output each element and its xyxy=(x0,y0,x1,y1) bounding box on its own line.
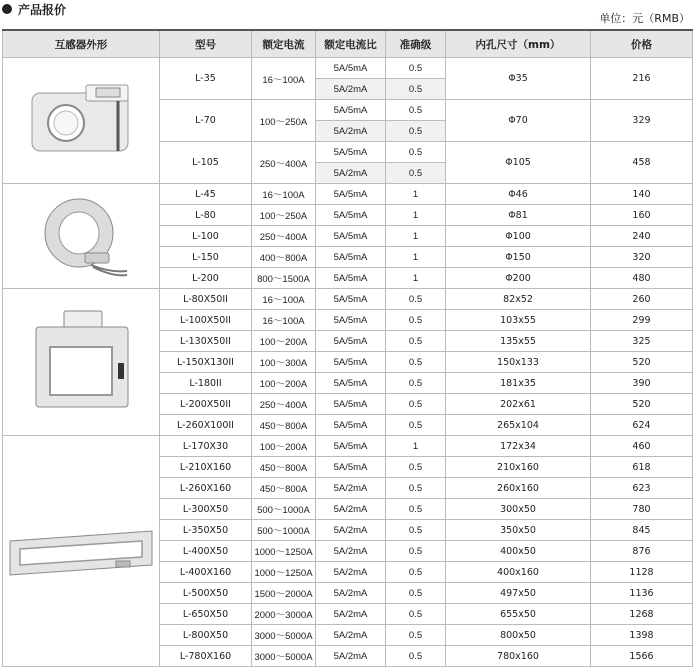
model-cell: L-150 xyxy=(160,247,252,268)
model-cell: L-100X50II xyxy=(160,310,252,331)
current-ratio-cell: 5A/5mA xyxy=(316,331,386,352)
hole-size-cell: 103x55 xyxy=(446,310,591,331)
rated-current-cell: 250～400A xyxy=(252,226,316,247)
hole-size-cell: Φ100 xyxy=(446,226,591,247)
rated-current-cell: 450～800A xyxy=(252,457,316,478)
price-table xyxy=(2,29,693,667)
price-cell: 260 xyxy=(591,289,693,310)
header-hole-size: 内孔尺寸（mm） xyxy=(446,30,591,58)
current-ratio-cell: 5A/2mA xyxy=(316,478,386,499)
current-ratio-cell: 5A/2mA xyxy=(316,520,386,541)
rated-current-cell: 100～250A xyxy=(252,100,316,142)
current-ratio-cell: 5A/2mA xyxy=(316,562,386,583)
hole-size-cell: 780x160 xyxy=(446,646,591,667)
accuracy-cell: 0.5 xyxy=(386,541,446,562)
rated-current-cell: 16～100A xyxy=(252,58,316,100)
price-cell: 240 xyxy=(591,226,693,247)
accuracy-cell: 0.5 xyxy=(386,121,446,142)
rated-current-cell: 100～200A xyxy=(252,436,316,457)
price-cell: 876 xyxy=(591,541,693,562)
price-cell: 480 xyxy=(591,268,693,289)
current-ratio-cell: 5A/5mA xyxy=(316,415,386,436)
hole-size-cell: 82x52 xyxy=(446,289,591,310)
shape-image-cell xyxy=(3,184,160,289)
price-cell: 520 xyxy=(591,352,693,373)
hole-size-cell: 400x50 xyxy=(446,541,591,562)
header-rated-current: 额定电流 xyxy=(252,30,316,58)
rated-current-cell: 1000～1250A xyxy=(252,541,316,562)
current-ratio-cell: 5A/2mA xyxy=(316,583,386,604)
model-cell: L-130X50II xyxy=(160,331,252,352)
model-cell: L-200X50II xyxy=(160,394,252,415)
current-ratio-cell: 5A/2mA xyxy=(316,121,386,142)
current-ratio-cell: 5A/5mA xyxy=(316,436,386,457)
model-cell: L-260X160 xyxy=(160,478,252,499)
price-cell: 618 xyxy=(591,457,693,478)
hole-size-cell: Φ81 xyxy=(446,205,591,226)
accuracy-cell: 0.5 xyxy=(386,58,446,79)
rated-current-cell: 2000～3000A xyxy=(252,604,316,625)
hole-size-cell: 400x160 xyxy=(446,562,591,583)
rated-current-cell: 500～1000A xyxy=(252,499,316,520)
price-cell: 845 xyxy=(591,520,693,541)
rated-current-cell: 1500～2000A xyxy=(252,583,316,604)
hole-size-cell: 202x61 xyxy=(446,394,591,415)
currency-unit-label: 单位：元（RMB） xyxy=(599,12,690,25)
price-cell: 216 xyxy=(591,58,693,100)
price-cell: 320 xyxy=(591,247,693,268)
current-ratio-cell: 5A/2mA xyxy=(316,604,386,625)
table-row xyxy=(3,184,693,205)
accuracy-cell: 1 xyxy=(386,205,446,226)
accuracy-cell: 0.5 xyxy=(386,583,446,604)
rated-current-cell: 1000～1250A xyxy=(252,562,316,583)
table-header xyxy=(3,30,693,58)
accuracy-cell: 0.5 xyxy=(386,373,446,394)
rated-current-cell: 400～800A xyxy=(252,247,316,268)
long-bar-ct-icon xyxy=(3,521,159,581)
hole-size-cell: Φ105 xyxy=(446,142,591,184)
accuracy-cell: 0.5 xyxy=(386,520,446,541)
accuracy-cell: 1 xyxy=(386,184,446,205)
hole-size-cell: 210x160 xyxy=(446,457,591,478)
current-ratio-cell: 5A/5mA xyxy=(316,310,386,331)
current-ratio-cell: 5A/5mA xyxy=(316,205,386,226)
price-cell: 1128 xyxy=(591,562,693,583)
hole-size-cell: 350x50 xyxy=(446,520,591,541)
model-cell: L-80 xyxy=(160,205,252,226)
shape-image-cell xyxy=(3,58,160,184)
section-title: 产品报价 xyxy=(18,2,67,17)
hole-size-cell: 172x34 xyxy=(446,436,591,457)
header-price: 价格 xyxy=(591,30,693,58)
hole-size-cell: 497x50 xyxy=(446,583,591,604)
model-cell: L-260X100II xyxy=(160,415,252,436)
header-model: 型号 xyxy=(160,30,252,58)
current-ratio-cell: 5A/5mA xyxy=(316,373,386,394)
model-cell: L-780X160 xyxy=(160,646,252,667)
model-cell: L-650X50 xyxy=(160,604,252,625)
accuracy-cell: 1 xyxy=(386,247,446,268)
price-cell: 460 xyxy=(591,436,693,457)
header-accuracy: 准确级 xyxy=(386,30,446,58)
section-heading xyxy=(2,0,66,18)
rated-current-cell: 16～100A xyxy=(252,184,316,205)
current-ratio-cell: 5A/2mA xyxy=(316,646,386,667)
accuracy-cell: 0.5 xyxy=(386,100,446,121)
rated-current-cell: 100～200A xyxy=(252,373,316,394)
hole-size-cell: 260x160 xyxy=(446,478,591,499)
accuracy-cell: 1 xyxy=(386,436,446,457)
shape-image-cell xyxy=(3,289,160,436)
current-ratio-cell: 5A/5mA xyxy=(316,58,386,79)
price-cell: 1398 xyxy=(591,625,693,646)
current-ratio-cell: 5A/2mA xyxy=(316,541,386,562)
rated-current-cell: 450～800A xyxy=(252,415,316,436)
price-cell: 1268 xyxy=(591,604,693,625)
price-cell: 160 xyxy=(591,205,693,226)
current-ratio-cell: 5A/2mA xyxy=(316,79,386,100)
current-ratio-cell: 5A/2mA xyxy=(316,625,386,646)
accuracy-cell: 0.5 xyxy=(386,79,446,100)
rated-current-cell: 250～400A xyxy=(252,394,316,415)
hole-size-cell: 150x133 xyxy=(446,352,591,373)
price-cell: 458 xyxy=(591,142,693,184)
accuracy-cell: 0.5 xyxy=(386,142,446,163)
price-cell: 623 xyxy=(591,478,693,499)
model-cell: L-400X160 xyxy=(160,562,252,583)
table-row xyxy=(3,289,693,310)
model-cell: L-800X50 xyxy=(160,625,252,646)
hole-size-cell: 655x50 xyxy=(446,604,591,625)
square-ct-icon xyxy=(3,81,159,161)
accuracy-cell: 0.5 xyxy=(386,457,446,478)
model-cell: L-210X160 xyxy=(160,457,252,478)
model-cell: L-180II xyxy=(160,373,252,394)
hole-size-cell: 181x35 xyxy=(446,373,591,394)
price-cell: 1566 xyxy=(591,646,693,667)
current-ratio-cell: 5A/5mA xyxy=(316,394,386,415)
accuracy-cell: 1 xyxy=(386,226,446,247)
model-cell: L-300X50 xyxy=(160,499,252,520)
model-cell: L-35 xyxy=(160,58,252,100)
table-body xyxy=(3,58,693,667)
model-cell: L-150X130II xyxy=(160,352,252,373)
hole-size-cell: Φ70 xyxy=(446,100,591,142)
hole-size-cell: Φ35 xyxy=(446,58,591,100)
current-ratio-cell: 5A/5mA xyxy=(316,268,386,289)
accuracy-cell: 0.5 xyxy=(386,499,446,520)
model-cell: L-350X50 xyxy=(160,520,252,541)
current-ratio-cell: 5A/5mA xyxy=(316,457,386,478)
table-row xyxy=(3,436,693,457)
accuracy-cell: 0.5 xyxy=(386,415,446,436)
accuracy-cell: 0.5 xyxy=(386,331,446,352)
rated-current-cell: 16～100A xyxy=(252,310,316,331)
price-cell: 329 xyxy=(591,100,693,142)
hole-size-cell: Φ46 xyxy=(446,184,591,205)
accuracy-cell: 0.5 xyxy=(386,604,446,625)
rated-current-cell: 100～200A xyxy=(252,331,316,352)
current-ratio-cell: 5A/5mA xyxy=(316,247,386,268)
model-cell: L-400X50 xyxy=(160,541,252,562)
model-cell: L-45 xyxy=(160,184,252,205)
model-cell: L-170X30 xyxy=(160,436,252,457)
rated-current-cell: 3000～5000A xyxy=(252,625,316,646)
model-cell: L-105 xyxy=(160,142,252,184)
table-row xyxy=(3,58,693,79)
current-ratio-cell: 5A/5mA xyxy=(316,142,386,163)
price-cell: 780 xyxy=(591,499,693,520)
price-cell: 1136 xyxy=(591,583,693,604)
model-cell: L-100 xyxy=(160,226,252,247)
accuracy-cell: 0.5 xyxy=(386,478,446,499)
accuracy-cell: 0.5 xyxy=(386,352,446,373)
current-ratio-cell: 5A/5mA xyxy=(316,226,386,247)
price-cell: 325 xyxy=(591,331,693,352)
current-ratio-cell: 5A/5mA xyxy=(316,289,386,310)
hole-size-cell: Φ200 xyxy=(446,268,591,289)
current-ratio-cell: 5A/5mA xyxy=(316,184,386,205)
accuracy-cell: 1 xyxy=(386,268,446,289)
accuracy-cell: 0.5 xyxy=(386,562,446,583)
hole-size-cell: 300x50 xyxy=(446,499,591,520)
accuracy-cell: 0.5 xyxy=(386,163,446,184)
current-ratio-cell: 5A/5mA xyxy=(316,100,386,121)
price-cell: 520 xyxy=(591,394,693,415)
accuracy-cell: 0.5 xyxy=(386,394,446,415)
price-cell: 390 xyxy=(591,373,693,394)
model-cell: L-70 xyxy=(160,100,252,142)
rect-window-ct-icon xyxy=(3,307,159,417)
bullet-icon xyxy=(2,4,12,14)
price-cell: 299 xyxy=(591,310,693,331)
hole-size-cell: 135x55 xyxy=(446,331,591,352)
header-current-ratio: 额定电流比 xyxy=(316,30,386,58)
accuracy-cell: 0.5 xyxy=(386,289,446,310)
accuracy-cell: 0.5 xyxy=(386,646,446,667)
rated-current-cell: 3000～5000A xyxy=(252,646,316,667)
rated-current-cell: 16～100A xyxy=(252,289,316,310)
rated-current-cell: 100～300A xyxy=(252,352,316,373)
ring-ct-icon xyxy=(3,191,159,281)
rated-current-cell: 800～1500A xyxy=(252,268,316,289)
model-cell: L-200 xyxy=(160,268,252,289)
current-ratio-cell: 5A/2mA xyxy=(316,163,386,184)
rated-current-cell: 450～800A xyxy=(252,478,316,499)
shape-image-cell xyxy=(3,436,160,667)
model-cell: L-80X50II xyxy=(160,289,252,310)
hole-size-cell: 800x50 xyxy=(446,625,591,646)
current-ratio-cell: 5A/5mA xyxy=(316,352,386,373)
rated-current-cell: 500～1000A xyxy=(252,520,316,541)
accuracy-cell: 0.5 xyxy=(386,310,446,331)
rated-current-cell: 100～250A xyxy=(252,205,316,226)
header-shape: 互感器外形 xyxy=(3,30,160,58)
price-cell: 140 xyxy=(591,184,693,205)
price-cell: 624 xyxy=(591,415,693,436)
hole-size-cell: 265x104 xyxy=(446,415,591,436)
model-cell: L-500X50 xyxy=(160,583,252,604)
current-ratio-cell: 5A/2mA xyxy=(316,499,386,520)
rated-current-cell: 250～400A xyxy=(252,142,316,184)
hole-size-cell: Φ150 xyxy=(446,247,591,268)
accuracy-cell: 0.5 xyxy=(386,625,446,646)
